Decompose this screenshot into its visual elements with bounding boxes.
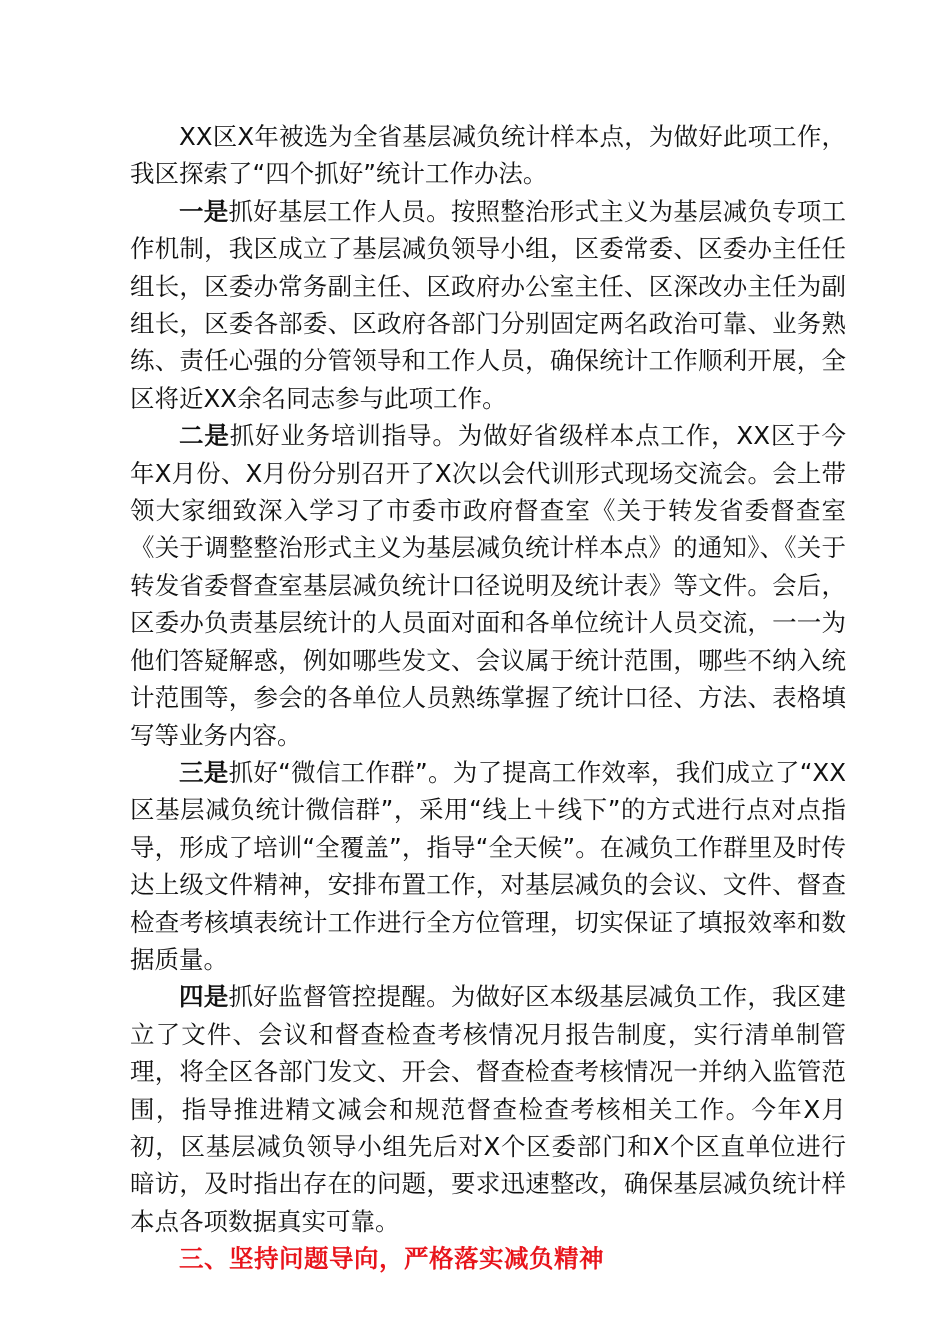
paragraph-lead: 三是 (179, 757, 229, 787)
paragraph-wechat-group (130, 754, 846, 978)
paragraph-text: XX区X年被选为全省基层减负统计样本点，为做好此项工作，我区探索了“四个抓好”统计工作办法。 (130, 122, 846, 189)
paragraph-supervision (130, 978, 846, 1240)
document-body (130, 118, 846, 1278)
paragraph-lead: 一是 (179, 196, 229, 226)
paragraph-text: 抓好业务培训指导。为做好省级样本点工作，XX区于今年X月份、X月份分别召开了X次以会代训形式现场交流会。会上带领大家细致深入学习了市委市政府督查室《关于转发省委督查室《关于调整整治形式主义为基层减负统计样本点》的通知》、《关于转发省委督查室基层减负统计口径说明及统计表》等文件。会后，区委办负责基层统计的人员面对面和各单位统计人员交流，一一为他们答疑解惑，例如哪些发文、会议属于统计范围，哪些不纳入统计范围等，参会的各单位人员熟练掌握了统计口径、方法、表格填写等业务内容。 (130, 421, 847, 750)
paragraph-personnel (130, 193, 846, 417)
paragraph-text: 抓好监督管控提醒。为做好区本级基层减负工作，我区建立了文件、会议和督查检查考核情况月报告制度，实行清单制管理，将全区各部门发文、开会、督查检查考核情况一并纳入监管范围，指导推进精文减会和规范督查检查考核相关工作。今年X月初，区基层减负领导小组先后对X个区委部门和X个区直单位进行暗访，及时指出存在的问题，要求迅速整改，确保基层减负统计样本点各项数据真实可靠。 (130, 982, 847, 1236)
paragraph-training (130, 417, 846, 754)
paragraph-text: 抓好“微信工作群”。为了提高工作效率，我们成立了“XX区基层减负统计微信群”，采用“线上＋线下”的方式进行点对点指导，形成了培训“全覆盖”，指导“全天候”。在减负工作群里及时传达上级文件精神，安排布置工作，对基层减负的会议、文件、督查检查考核填表统计工作进行全方位管理，切实保证了填报效率和数据质量。 (130, 757, 847, 974)
section-heading: 三、坚持问题导向，严格落实减负精神 (179, 1244, 604, 1274)
paragraph-lead: 二是 (179, 421, 230, 451)
paragraph-lead: 四是 (179, 982, 229, 1012)
intro-paragraph (130, 118, 846, 193)
paragraph-text: 抓好基层工作人员。按照整治形式主义为基层减负专项工作机制，我区成立了基层减负领导小组，区委常委、区委办主任任组长，区委办常务副主任、区政府办公室主任、区深改办主任为副组长，区委各部委、区政府各部门分别固定两名政治可靠、业务熟练、责任心强的分管领导和工作人员，确保统计工作顺利开展，全区将近XX余名同志参与此项工作。 (130, 196, 847, 413)
